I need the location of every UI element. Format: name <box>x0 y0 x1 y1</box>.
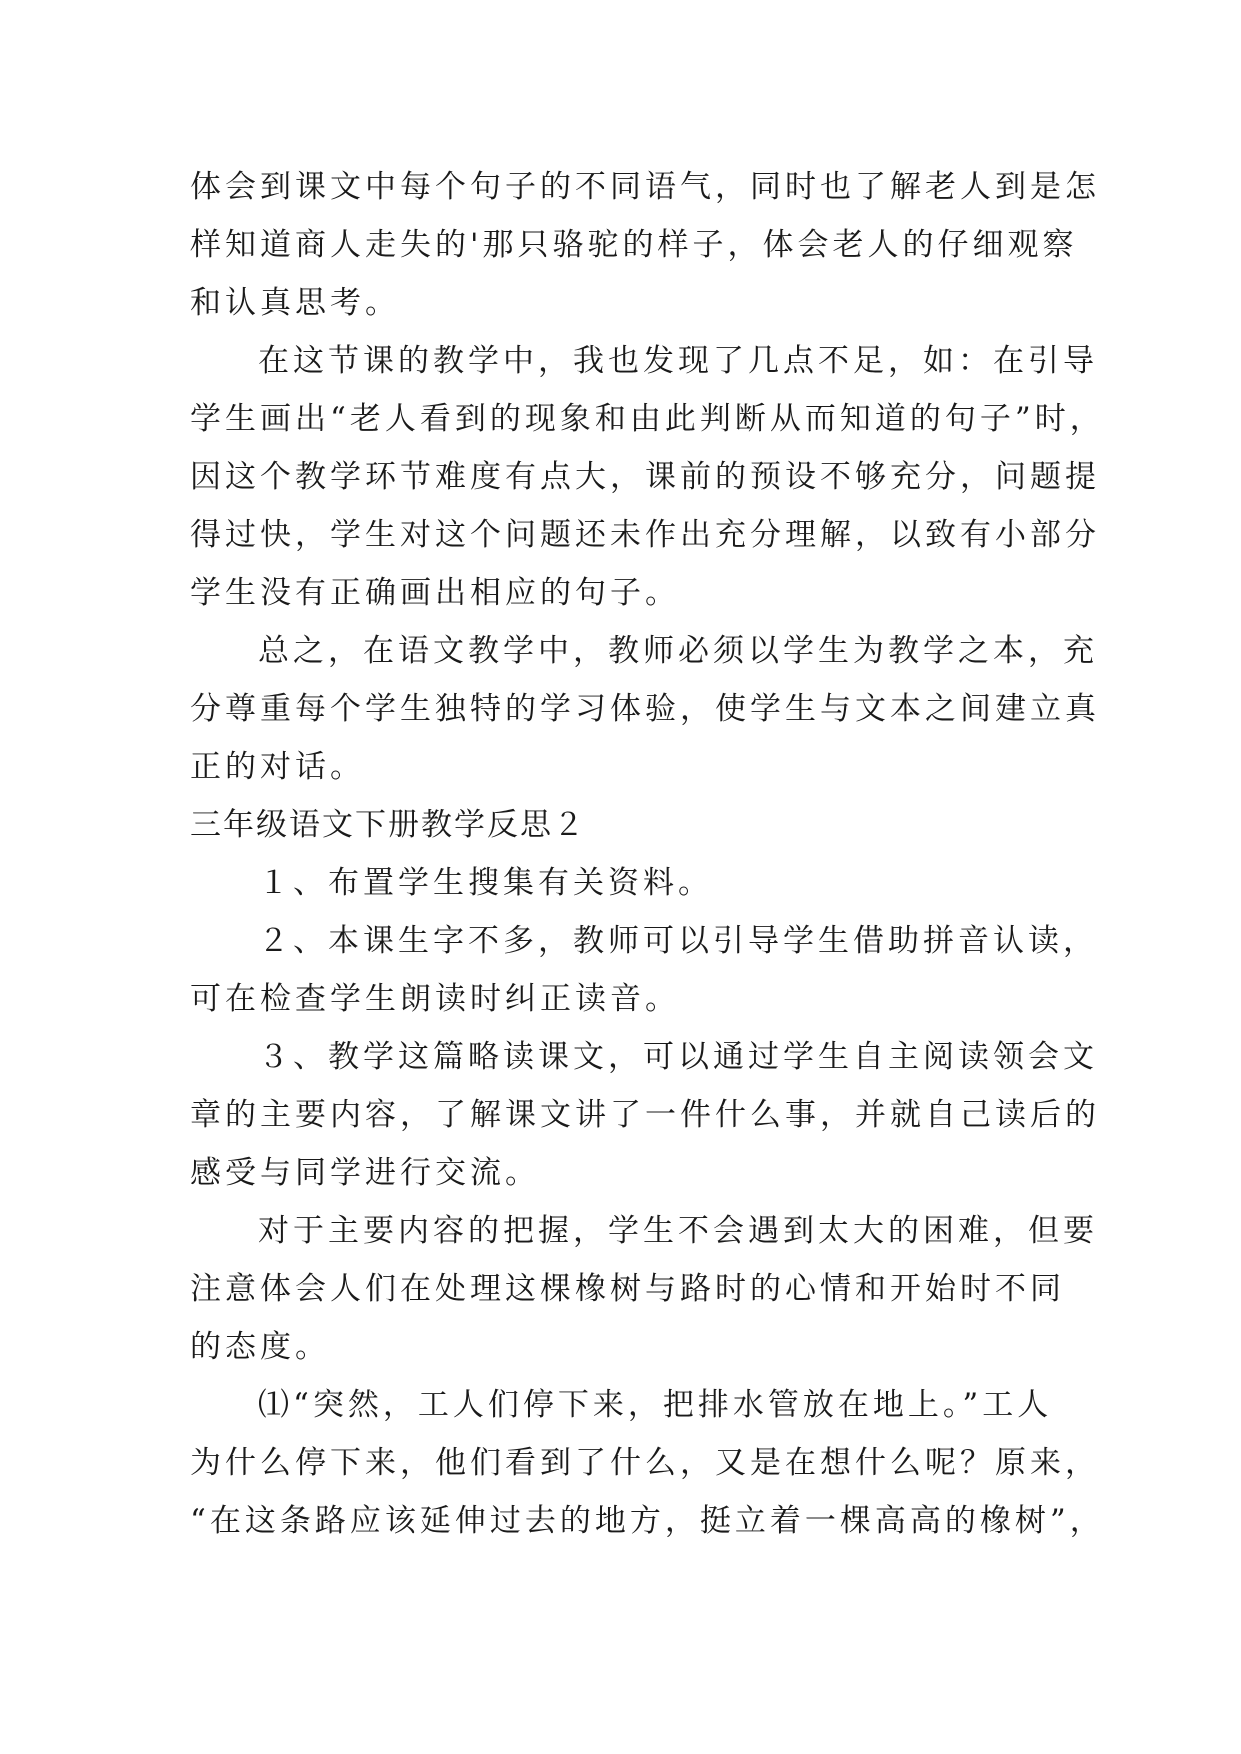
text-line: 的态度。 <box>190 1329 330 1365</box>
section-heading: 三年级语文下册教学反思２ <box>190 807 586 843</box>
text-line: 总之，在语文教学中，教师必须以学生为教学之本，充 <box>258 633 1098 669</box>
text-line: 对于主要内容的把握，学生不会遇到太大的困难，但要 <box>258 1213 1098 1249</box>
text-line: 体会到课文中每个句子的不同语气，同时也了解老人到是怎 <box>190 169 1100 205</box>
text-line: ⑴“突然，工人们停下来，把排水管放在地上。”工人 <box>258 1387 1053 1423</box>
text-line: 和认真思考。 <box>190 285 400 321</box>
text-line: 分尊重每个学生独特的学习体验，使学生与文本之间建立真 <box>190 691 1100 727</box>
text-line: 因这个教学环节难度有点大，课前的预设不够充分，问题提 <box>190 459 1100 495</box>
text-line: “在这条路应该延伸过去的地方，挺立着一棵高高的橡树”， <box>190 1503 1105 1539</box>
text-line: ２、本课生字不多，教师可以引导学生借助拼音认读， <box>258 923 1098 959</box>
text-line: 可在检查学生朗读时纠正读音。 <box>190 981 680 1017</box>
text-line: 样知道商人走失的'那只骆驼的样子，体会老人的仔细观察 <box>190 227 1078 263</box>
text-line: 正的对话。 <box>190 749 365 785</box>
text-line: 注意体会人们在处理这棵橡树与路时的心情和开始时不同 <box>190 1271 1065 1307</box>
text-line: １、布置学生搜集有关资料。 <box>258 865 713 901</box>
text-line: 章的主要内容，了解课文讲了一件什么事，并就自己读后的 <box>190 1097 1100 1133</box>
text-line: 在这节课的教学中，我也发现了几点不足，如：在引导 <box>258 343 1098 379</box>
text-line: 感受与同学进行交流。 <box>190 1155 540 1191</box>
text-line: 学生画出“老人看到的现象和由此判断从而知道的句子”时， <box>190 401 1105 437</box>
text-line: 为什么停下来，他们看到了什么，又是在想什么呢？原来， <box>190 1445 1100 1481</box>
text-line: ３、教学这篇略读课文，可以通过学生自主阅读领会文 <box>258 1039 1098 1075</box>
document-body <box>190 158 1105 1550</box>
text-line: 学生没有正确画出相应的句子。 <box>190 575 680 611</box>
text-line: 得过快，学生对这个问题还未作出充分理解，以致有小部分 <box>190 517 1100 553</box>
